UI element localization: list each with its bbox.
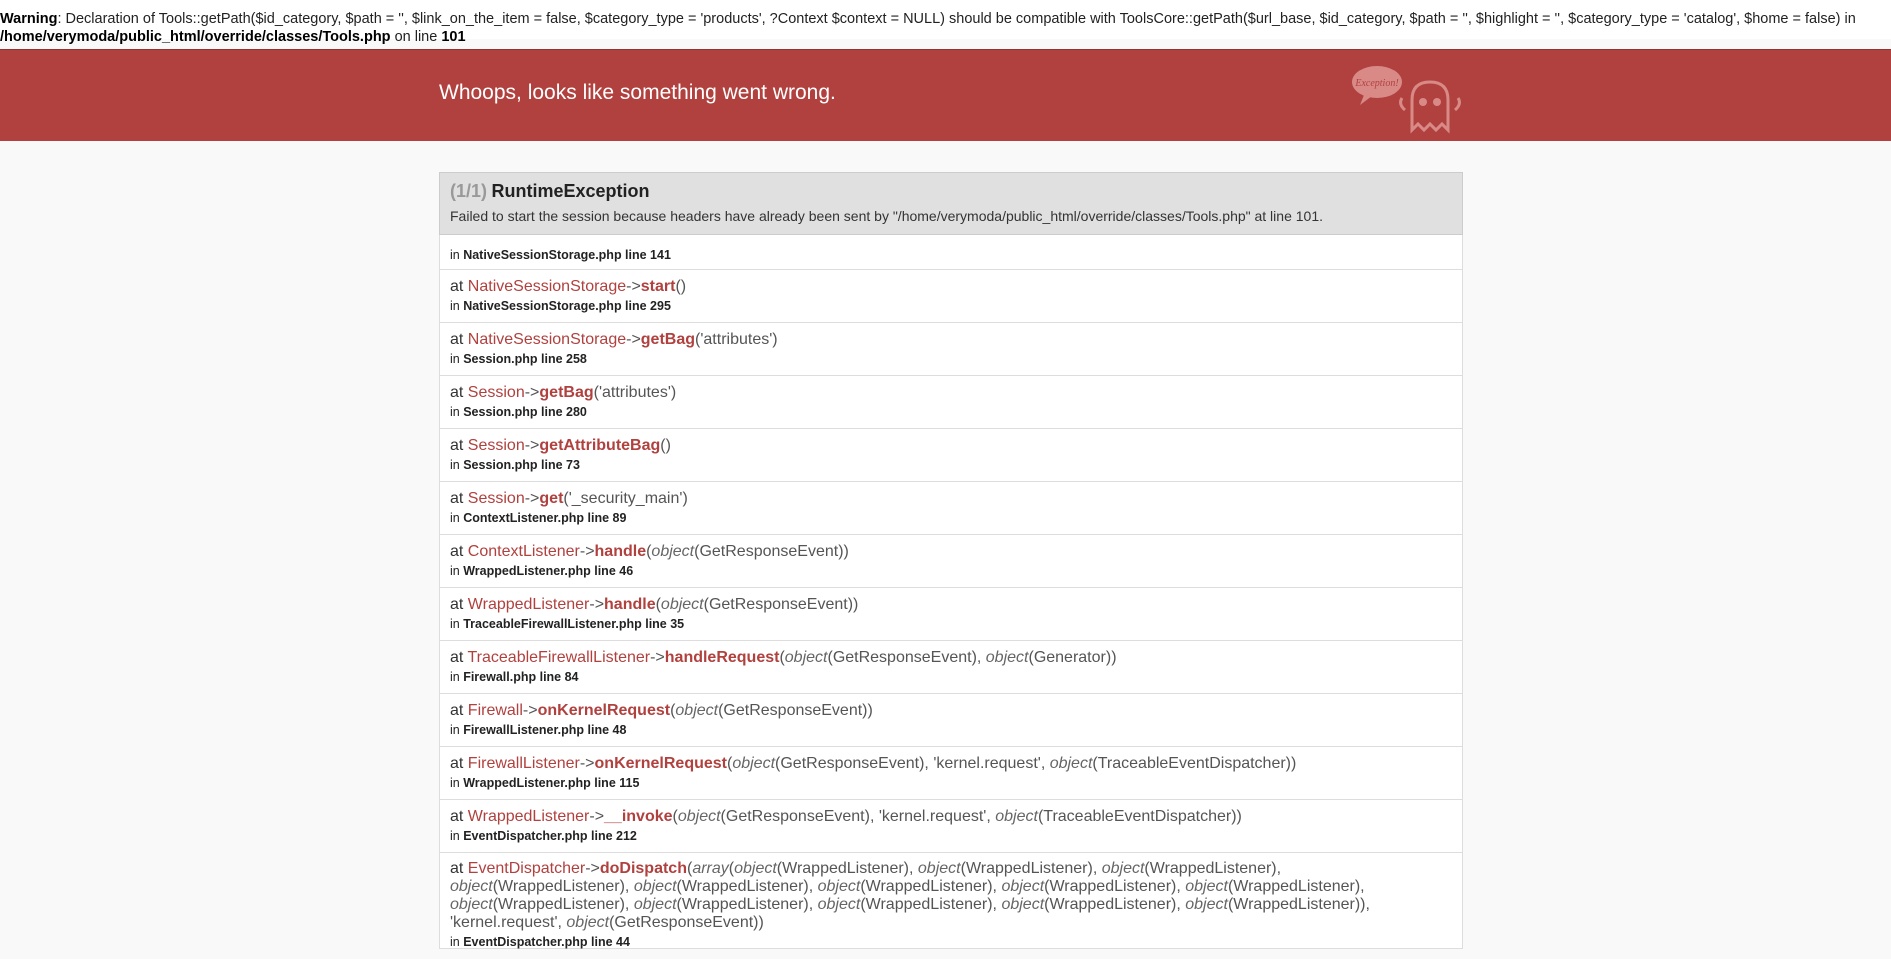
arg-type: object xyxy=(1049,755,1093,772)
trace-args: ('attributes') xyxy=(695,331,778,348)
trace-row xyxy=(440,747,1462,800)
trace-location xyxy=(450,563,1452,579)
trace-args: (object(GetResponseEvent), 'kernel.request', object(TraceableEventDispatcher)) xyxy=(726,755,1297,772)
trace-in: in xyxy=(450,248,464,262)
arg-type: object xyxy=(1185,896,1228,913)
trace-file: WrappedListener.php line 46 xyxy=(463,564,634,578)
exception-message: Failed to start the session because headers have already been sent by "/home/verymoda/public_html/override/classes/Tools.php" at line 101. xyxy=(450,208,1323,224)
trace-file: NativeSessionStorage.php line 141 xyxy=(463,248,671,262)
trace-function: start xyxy=(640,278,676,295)
trace-in: in xyxy=(450,299,464,313)
arg-type: object xyxy=(1101,860,1145,877)
trace-class: FirewallListener xyxy=(467,755,580,772)
trace-in: in xyxy=(450,405,464,419)
trace-class: ContextListener xyxy=(467,543,580,560)
trace-class: Session xyxy=(467,490,525,507)
trace-args: () xyxy=(675,278,687,295)
trace-arrow: -> xyxy=(585,860,600,877)
trace-file: ContextListener.php line 89 xyxy=(463,511,627,525)
arg-type: object xyxy=(734,860,777,877)
exception-container xyxy=(439,172,1463,949)
arg-type: object xyxy=(817,878,861,895)
trace-class: NativeSessionStorage xyxy=(467,331,627,348)
trace-in: in xyxy=(450,617,464,631)
arg-type: object xyxy=(675,702,719,719)
trace-call xyxy=(450,436,1452,455)
arg-type: object xyxy=(677,808,721,825)
trace-call xyxy=(450,277,1452,296)
trace-file: EventDispatcher.php line 44 xyxy=(463,935,630,949)
trace-class: WrappedListener xyxy=(467,808,590,825)
arg-type: object xyxy=(450,878,493,895)
trace-location xyxy=(450,828,1452,844)
warning-line: 101 xyxy=(441,29,466,45)
trace-arrow: -> xyxy=(650,649,665,666)
arg-type: object xyxy=(1001,896,1045,913)
trace-at: at xyxy=(450,437,468,454)
trace-class: TraceableFirewallListener xyxy=(467,649,651,666)
trace-at: at xyxy=(450,331,468,348)
error-header xyxy=(0,49,1891,141)
trace-arrow: -> xyxy=(579,755,595,772)
trace-function: getBag xyxy=(640,331,696,348)
trace-row xyxy=(440,535,1462,588)
trace-in: in xyxy=(450,511,464,525)
trace-call xyxy=(450,754,1452,773)
arg-type: object xyxy=(1001,878,1045,895)
trace-location xyxy=(450,510,1452,526)
trace-row xyxy=(440,376,1462,429)
trace-at: at xyxy=(450,860,468,877)
trace-call xyxy=(450,383,1452,402)
trace-file: WrappedListener.php line 115 xyxy=(463,776,640,790)
arg-type: object xyxy=(450,896,493,913)
trace-row xyxy=(440,429,1462,482)
trace-function: getAttributeBag xyxy=(539,437,661,454)
trace-file: NativeSessionStorage.php line 295 xyxy=(463,299,671,313)
trace-function: getBag xyxy=(539,384,594,401)
trace-args: (object(GetResponseEvent), object(Generator)) xyxy=(779,649,1117,666)
trace-at: at xyxy=(450,490,468,507)
trace-location xyxy=(450,722,1452,738)
trace-file: Session.php line 280 xyxy=(463,405,587,419)
trace-at: at xyxy=(450,808,468,825)
warning-on-line: on line xyxy=(390,29,442,45)
trace-at: at xyxy=(450,278,468,295)
trace-function: handleRequest xyxy=(664,649,780,666)
stack-trace xyxy=(439,235,1463,949)
trace-location xyxy=(450,247,1452,263)
arg-type: object xyxy=(566,914,610,931)
trace-in: in xyxy=(450,670,464,684)
trace-at: at xyxy=(450,755,468,772)
trace-class: Session xyxy=(467,437,525,454)
trace-function: handle xyxy=(594,543,647,560)
arg-type: object xyxy=(817,896,861,913)
arg-type: object xyxy=(784,649,828,666)
php-warning xyxy=(0,0,1891,45)
trace-file: Session.php line 73 xyxy=(463,458,580,472)
trace-location xyxy=(450,457,1452,473)
trace-in: in xyxy=(450,723,464,737)
arg-type: object xyxy=(732,755,776,772)
trace-call xyxy=(450,595,1452,614)
trace-function: doDispatch xyxy=(599,860,687,877)
trace-class: Session xyxy=(467,384,525,401)
ghost-exception-icon xyxy=(1350,60,1465,135)
trace-arrow: -> xyxy=(626,331,641,348)
trace-args: (object(GetResponseEvent), 'kernel.request', object(TraceableEventDispatcher)) xyxy=(672,808,1242,825)
trace-function: onKernelRequest xyxy=(594,755,727,772)
trace-row xyxy=(440,482,1462,535)
trace-arrow: -> xyxy=(589,596,605,613)
trace-location xyxy=(450,775,1452,791)
arg-type: object xyxy=(995,808,1038,825)
trace-file: EventDispatcher.php line 212 xyxy=(463,829,637,843)
trace-row xyxy=(440,853,1462,949)
exception-count: (1/1) xyxy=(450,181,488,201)
trace-at: at xyxy=(450,543,468,560)
trace-in: in xyxy=(450,776,464,790)
trace-args: (array(object(WrappedListener), object(WrappedListener), object(WrappedListener), object(WrappedListener), object(WrappedListener), object(WrappedListener), object(WrappedListener), object(WrappedListener), object(WrappedListener), object(WrappedListener), object(WrappedListener), object(WrappedListener), object(WrappedListener)), 'kernel.request', object(GetResponseEvent)) xyxy=(450,860,1370,931)
trace-location xyxy=(450,351,1452,367)
trace-row xyxy=(440,323,1462,376)
arg-type: object xyxy=(633,896,677,913)
trace-at: at xyxy=(450,384,468,401)
trace-file: FirewallListener.php line 48 xyxy=(463,723,627,737)
trace-at: at xyxy=(450,649,468,666)
trace-call xyxy=(450,489,1452,508)
trace-call xyxy=(450,330,1452,349)
trace-call xyxy=(450,648,1452,667)
trace-class: WrappedListener xyxy=(467,596,590,613)
trace-location xyxy=(450,616,1452,632)
trace-row xyxy=(440,694,1462,747)
trace-in: in xyxy=(450,352,464,366)
trace-args: (object(GetResponseEvent)) xyxy=(670,702,873,719)
warning-label: Warning xyxy=(0,11,58,27)
trace-location xyxy=(450,669,1452,685)
trace-row xyxy=(440,588,1462,641)
trace-file: Firewall.php line 84 xyxy=(463,670,579,684)
trace-file: Session.php line 258 xyxy=(463,352,587,366)
trace-at: at xyxy=(450,596,468,613)
logo-exception-text: Exception! xyxy=(1355,78,1399,89)
trace-function: __invoke xyxy=(604,808,673,825)
trace-at: at xyxy=(450,702,468,719)
trace-arrow: -> xyxy=(626,278,641,295)
error-title: Whoops, looks like something went wrong. xyxy=(439,81,836,104)
trace-class: NativeSessionStorage xyxy=(467,278,627,295)
trace-arrow: -> xyxy=(524,437,540,454)
trace-in: in xyxy=(450,564,464,578)
trace-row xyxy=(440,800,1462,853)
trace-args: () xyxy=(660,437,671,454)
trace-row xyxy=(440,641,1462,694)
trace-args: ('attributes') xyxy=(593,384,677,401)
trace-call xyxy=(450,860,1452,932)
trace-in: in xyxy=(450,458,464,472)
trace-file: TraceableFirewallListener.php line 35 xyxy=(463,617,685,631)
trace-function: get xyxy=(539,490,564,507)
trace-row xyxy=(440,235,1462,270)
trace-arrow: -> xyxy=(524,384,540,401)
trace-args: ('_security_main') xyxy=(563,490,688,507)
exception-header xyxy=(439,172,1463,235)
trace-call xyxy=(450,542,1452,561)
trace-class: EventDispatcher xyxy=(467,860,586,877)
warning-file: /home/verymoda/public_html/override/classes/Tools.php xyxy=(0,29,391,45)
arg-type: object xyxy=(660,596,704,613)
trace-arrow: -> xyxy=(589,808,605,825)
trace-function: onKernelRequest xyxy=(537,702,671,719)
arg-type: object xyxy=(917,860,961,877)
trace-row xyxy=(440,270,1462,323)
trace-args: (object(GetResponseEvent)) xyxy=(655,596,859,613)
trace-arrow: -> xyxy=(522,702,538,719)
arg-type: object xyxy=(985,649,1029,666)
exception-name: RuntimeException xyxy=(491,181,650,201)
trace-arrow: -> xyxy=(579,543,595,560)
trace-class: Firewall xyxy=(467,702,523,719)
warning-text: : Declaration of Tools::getPath($id_category, $path = '', $link_on_the_item = false, $category_type = 'products', ?Context $context = NULL) should be compatible with ToolsCore::getPath($url_base, $id_category, $path = '', $highlight = '', $category_type = 'catalog', $home = false) in xyxy=(57,11,1856,27)
arg-type: object xyxy=(1185,878,1228,895)
trace-args: (object(GetResponseEvent)) xyxy=(646,543,849,560)
trace-call xyxy=(450,807,1452,826)
arg-type: object xyxy=(651,543,695,560)
trace-location xyxy=(450,934,1452,950)
trace-arrow: -> xyxy=(524,490,540,507)
trace-call xyxy=(450,701,1452,720)
trace-in: in xyxy=(450,935,464,949)
trace-location xyxy=(450,404,1452,420)
trace-in: in xyxy=(450,829,464,843)
arg-type: object xyxy=(633,878,677,895)
arg-type: array xyxy=(692,860,729,877)
trace-location xyxy=(450,298,1452,314)
trace-function: handle xyxy=(604,596,656,613)
